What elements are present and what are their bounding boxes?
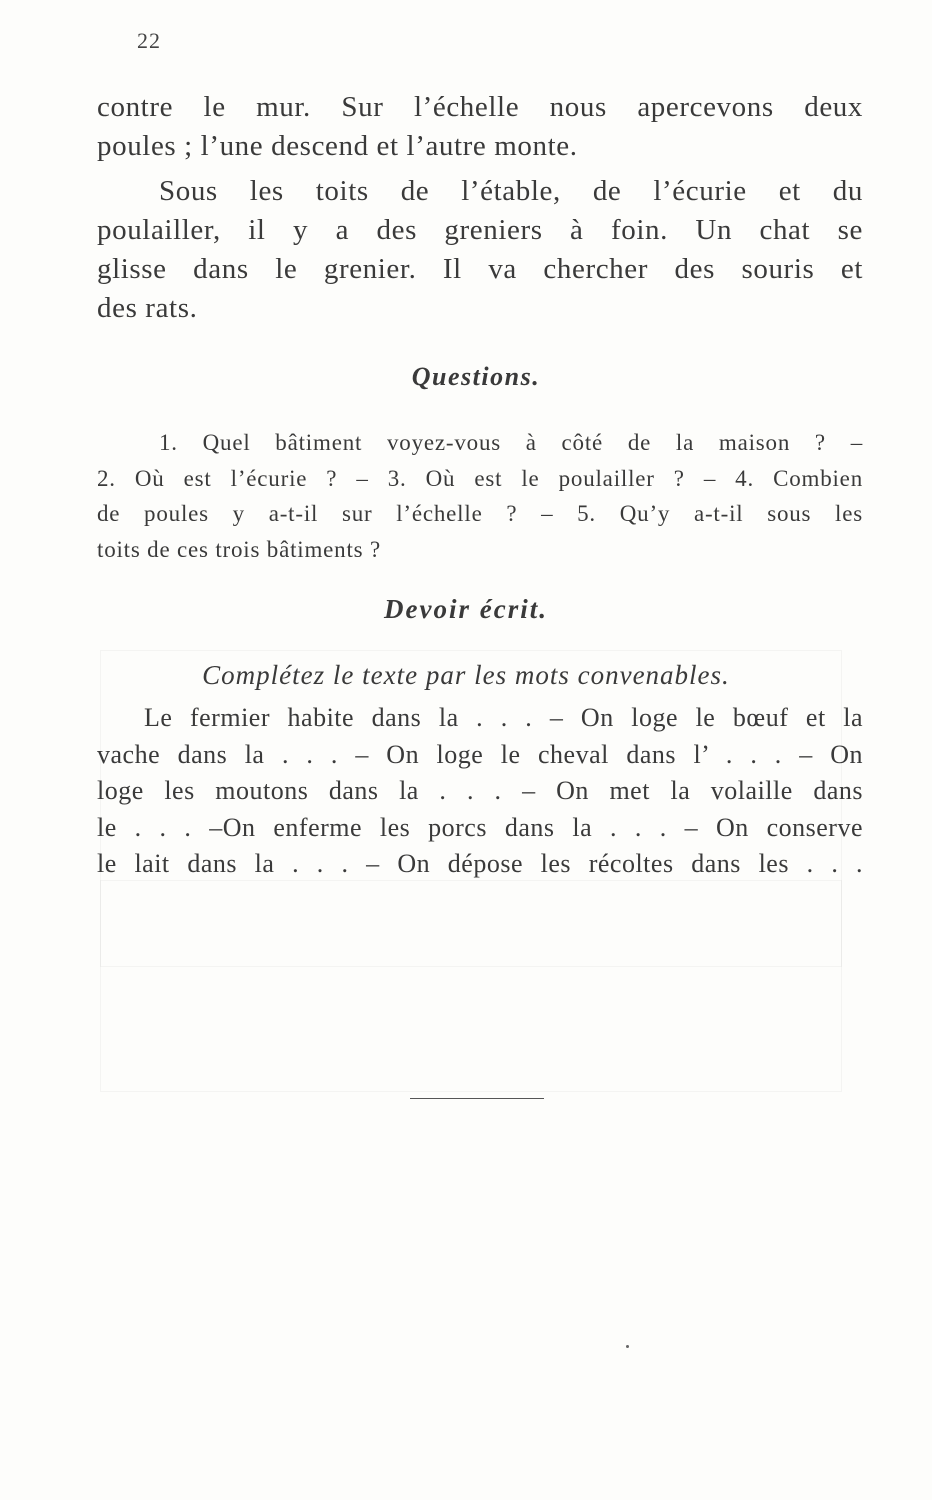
exercise-line: le . . . –On enferme les porcs dans la . . . – On conserve (97, 812, 863, 842)
questions-heading: Questions. (411, 362, 541, 391)
paragraph-continuation (97, 88, 863, 166)
question-line: 1. Quel bâtiment voyez-vous à côté de la maison ? – (159, 430, 863, 455)
question-line: 2. Où est l’écurie ? – 3. Où est le poulailler ? – 4. Combien (97, 465, 863, 491)
show-through-frame-lower (100, 880, 842, 1092)
exercise-line: vache dans la . . . – On loge le cheval dans l’ . . . – On (97, 739, 863, 769)
text-line: poules ; l’une descend et l’autre monte. (97, 130, 578, 162)
print-speck (626, 1345, 629, 1348)
exercise-line: loge les moutons dans la . . . – On met la volaille dans (97, 776, 863, 805)
exercise-line: le lait dans la . . . – On dépose les récoltes dans les . . . (97, 849, 863, 878)
text-line: contre le mur. Sur l’échelle nous apercevons deux (97, 91, 863, 123)
exercise-text (97, 700, 863, 883)
devoir-heading: Devoir écrit. (384, 594, 548, 624)
paragraph-greniers (97, 172, 863, 328)
question-line: de poules y a-t-il sur l’échelle ? – 5. Qu’y a-t-il sous les (97, 501, 863, 526)
section-divider (410, 1098, 544, 1099)
text-line: poulailler, il y a des greniers à foin. Un chat se (97, 214, 863, 246)
text-line: Sous les toits de l’étable, de l’écurie et du (159, 175, 863, 207)
page-number: 22 (137, 28, 161, 53)
text-line: des rats. (97, 292, 198, 324)
questions-list (97, 425, 863, 567)
devoir-instruction: Complétez le texte par les mots convenables. (202, 660, 730, 690)
question-line: toits de ces trois bâtiments ? (97, 536, 381, 562)
exercise-line: Le fermier habite dans la . . . – On loge le bœuf et la (144, 703, 863, 732)
text-line: glisse dans le grenier. Il va chercher des souris et (97, 253, 863, 285)
